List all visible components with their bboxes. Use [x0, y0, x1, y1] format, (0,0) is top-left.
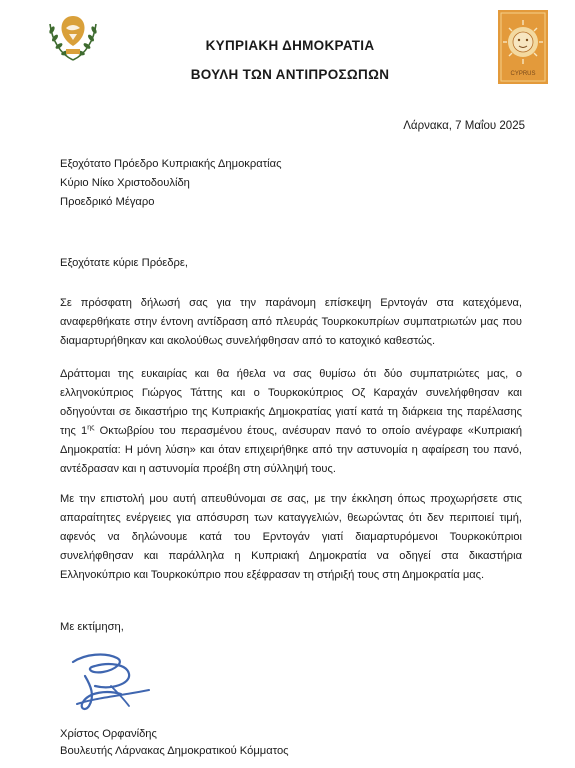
sun-stamp-icon — [498, 10, 548, 84]
recipient-block — [60, 155, 282, 212]
recipient-line: Κύριο Νίκο Χριστοδουλίδη — [60, 177, 190, 189]
cyprus-coat-of-arms-icon — [42, 10, 104, 66]
letterhead — [150, 38, 430, 82]
stamp-caption: CYPRUS — [510, 71, 536, 77]
body-paragraph-2 — [60, 365, 522, 479]
paragraph-text: Οκτωβρίου του περασμένου έτους, ανέσυραν πανό το οποίο ανέγραφε «Κυπριακή Δημοκρατία: Η μόνη λύση» και όταν επιχειρήθηκε από την αστυνομία η αφαίρεση του πανό, αντέδρασαν και η αστυνομία προέβη στη σύλληψή τους. — [60, 425, 522, 475]
ordinal-suffix: ης — [87, 424, 95, 432]
closing-phrase: Με εκτίμηση, — [60, 621, 124, 633]
letterhead-parliament: ΒΟΥΛΗ ΤΩΝ ΑΝΤΙΠΡΟΣΩΠΩΝ — [190, 67, 390, 82]
salutation: Εξοχότατε κύριε Πρόεδρε, — [60, 257, 188, 269]
letter-date: Λάρνακα, 7 Μαΐου 2025 — [403, 120, 525, 132]
recipient-line: Εξοχότατο Πρόεδρο Κυπριακής Δημοκρατίας — [60, 158, 282, 170]
handwritten-signature — [55, 646, 160, 716]
recipient-line: Προεδρικό Μέγαρο — [60, 196, 155, 208]
body-paragraph-1: Σε πρόσφατη δήλωσή σας για την παράνομη επίσκεψη Ερντογάν στα κατεχόμενα, αναφερθήκατε στην έντονη αντίδραση από πλευράς Τουρκοκυπρίων συμπατριωτών μας που διαμαρτυρήθηκαν και ακολούθως συνελήφθησαν από το κατοχικό καθεστώς. — [60, 297, 522, 347]
letterhead-republic: ΚΥΠΡΙΑΚΗ ΔΗΜΟΚΡΑΤΙΑ — [205, 38, 375, 53]
body-paragraph-3: Με την επιστολή μου αυτή απευθύνομαι σε σας, με την έκκληση όπως προχωρήσετε στις απαραίτητες ενέργειες για απόσυρση των καταγγελιών, θεωρώντας ότι δεν περιποιεί τιμή, αφενός να δηλώνουμε κατά του Ερντογάν γιατί διαμαρτυρόμενοι Τουρκοκύπριοι συνελήφθησαν και παράλληλα η Κυπριακή Δημοκρατία να οδηγεί στα δικαστήρια Ελληνοκύπριο και Τουρκοκύπριο που εξέφρασαν τη στήριξή τους στη Δημοκρατία μας. — [60, 493, 522, 581]
signatory-title: Βουλευτής Λάρνακας Δημοκρατικού Κόμματος — [60, 745, 289, 757]
paragraph-text: Δράττομαι της ευκαιρίας και θα ήθελα να σας θυμίσω ότι δύο συμπατριώτες μας, ο ελληνοκύπριος Γιώργος Τάττης και ο Τουρκοκύπριος Οζ Καραχάν συνελήφθησαν και οδηγούνται σε δικαστήριο της Κυπριακής Δημοκρατίας γιατί κατά τη διάρκεια της παρέλασης της 1 — [60, 368, 522, 437]
signatory-name: Χρίστος Ορφανίδης — [60, 728, 157, 740]
